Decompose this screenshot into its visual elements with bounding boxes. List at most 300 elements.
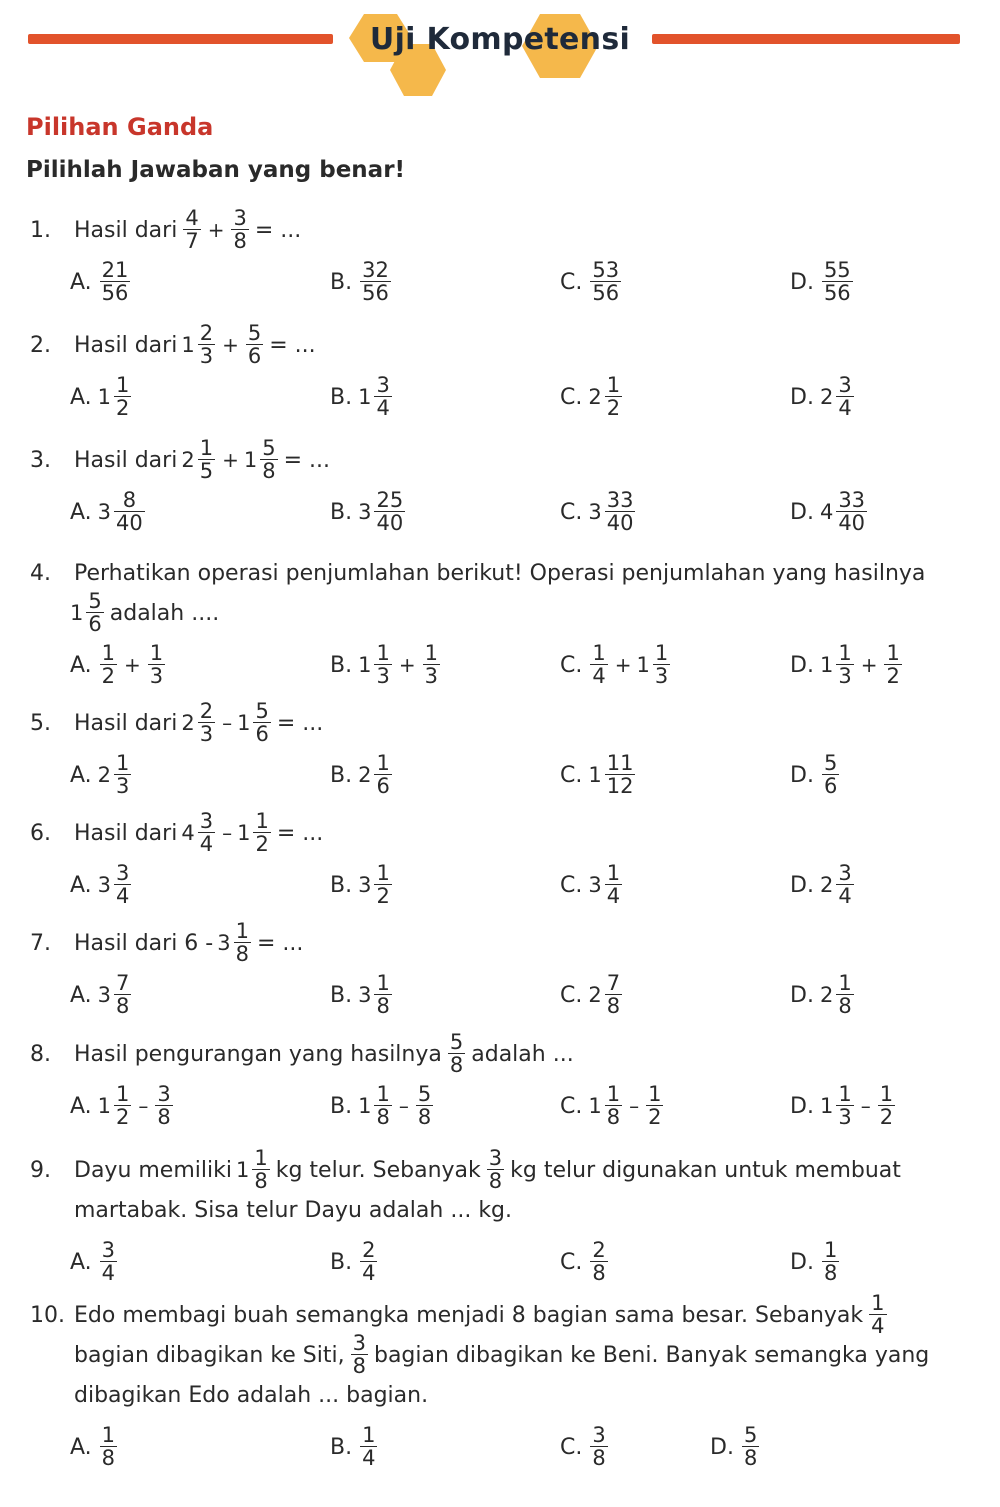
whole-number: 4 — [181, 821, 195, 845]
question-number: 9. — [30, 1157, 51, 1183]
numerator: 1 — [376, 971, 390, 995]
denominator: 6 — [376, 774, 390, 798]
numerator: 1 — [116, 1082, 130, 1106]
option-c[interactable] — [560, 486, 637, 538]
whole-number: 3 — [97, 500, 112, 524]
numerator: 5 — [255, 699, 269, 723]
question-number: 2. — [30, 332, 51, 358]
denominator: 3 — [199, 722, 214, 746]
whole-number: 2 — [97, 763, 112, 787]
whole-number: 2 — [181, 448, 195, 472]
denominator: 2 — [606, 396, 621, 420]
numerator: 33 — [838, 488, 866, 512]
option-c[interactable] — [560, 371, 624, 423]
fraction-group — [244, 323, 265, 367]
numerator: 21 — [101, 258, 129, 282]
denominator: 3 — [376, 664, 390, 688]
option-d[interactable] — [790, 486, 869, 538]
denominator: 8 — [592, 1446, 606, 1470]
text-segment: dibagikan Edo adalah ... bagian. — [74, 1382, 429, 1408]
section-title: Pilihan Ganda — [26, 113, 214, 141]
numerator: 5 — [823, 751, 838, 775]
option-b[interactable] — [330, 371, 394, 423]
question-line — [30, 321, 970, 368]
numerator: 5 — [417, 1082, 432, 1106]
option-b[interactable] — [330, 859, 394, 911]
option-c[interactable] — [560, 1080, 665, 1132]
numerator: 2 — [199, 699, 214, 723]
fraction-group — [820, 753, 841, 797]
fraction-group — [98, 1240, 119, 1284]
numerator: 1 — [149, 641, 164, 665]
numerator: 1 — [823, 1238, 838, 1262]
fraction — [836, 375, 853, 419]
operator: – — [398, 1094, 409, 1118]
option-b[interactable] — [330, 1421, 379, 1473]
denominator: 40 — [116, 511, 143, 535]
fraction — [836, 973, 853, 1017]
option-b[interactable] — [330, 1080, 435, 1132]
option-label: B. — [330, 1093, 353, 1119]
mixed-number — [358, 753, 394, 797]
operator: + — [124, 653, 141, 677]
option-label: B. — [330, 1434, 353, 1460]
denominator: 3 — [838, 664, 852, 688]
numerator: 2 — [199, 321, 214, 345]
numerator: 1 — [424, 641, 438, 665]
whole-number: 1 — [237, 711, 251, 735]
fraction-group — [349, 1333, 370, 1377]
operator: – — [860, 1094, 871, 1118]
numerator: 1 — [648, 1082, 662, 1106]
text-segment: martabak. Sisa telur Dayu adalah ... kg. — [74, 1197, 513, 1223]
operator: – — [222, 821, 233, 845]
mixed-number — [98, 1084, 134, 1128]
denominator: 12 — [606, 774, 634, 798]
denominator: 40 — [838, 511, 866, 535]
fraction-group — [820, 260, 855, 304]
question-text — [70, 208, 305, 252]
operator: + — [398, 653, 416, 677]
fraction — [646, 1084, 663, 1128]
text-segment: adalah ... — [471, 1041, 574, 1067]
text-segment: kg telur. Sebanyak — [275, 1157, 481, 1183]
answer-options — [30, 859, 970, 911]
text-segment: Hasil dari — [74, 820, 178, 846]
denominator: 8 — [592, 1261, 606, 1285]
question-8 — [30, 1030, 970, 1132]
fraction-group — [98, 643, 119, 687]
numerator: 1 — [376, 861, 390, 885]
fraction — [183, 208, 200, 252]
text-segment: Hasil dari — [74, 332, 178, 358]
denominator: 8 — [606, 1105, 621, 1129]
fraction — [246, 323, 263, 367]
mixed-number — [181, 701, 217, 745]
mixed-number — [358, 490, 407, 534]
option-b[interactable] — [330, 639, 442, 691]
question-line-continued — [30, 589, 970, 636]
denominator: 4 — [101, 1261, 116, 1285]
option-label: D. — [790, 872, 814, 898]
denominator: 4 — [116, 884, 130, 908]
denominator: 8 — [823, 1261, 838, 1285]
option-a[interactable] — [70, 1421, 119, 1473]
mixed-number — [358, 1084, 394, 1128]
mixed-number — [98, 973, 134, 1017]
option-label: D. — [790, 1249, 814, 1275]
denominator: 8 — [449, 1053, 464, 1077]
denominator: 3 — [424, 664, 438, 688]
fraction — [253, 701, 270, 745]
option-d[interactable] — [790, 749, 841, 801]
operator: + — [860, 653, 878, 677]
operator: – — [138, 1094, 149, 1118]
answer-options — [30, 639, 970, 691]
whole-number: 1 — [819, 1094, 834, 1118]
numerator: 5 — [449, 1030, 464, 1054]
question-6 — [30, 809, 970, 911]
question-4 — [30, 553, 970, 691]
option-label: A. — [70, 1434, 92, 1460]
denominator: 4 — [871, 1314, 885, 1338]
instruction-text: Pilihlah Jawaban yang benar! — [26, 157, 406, 183]
denominator: 8 — [417, 1105, 432, 1129]
question-line — [30, 553, 970, 593]
fraction — [374, 863, 391, 907]
fraction — [100, 643, 117, 687]
denominator: 40 — [376, 511, 404, 535]
numerator: 1 — [606, 373, 621, 397]
whole-number: 1 — [358, 385, 372, 409]
option-d[interactable] — [790, 639, 904, 691]
numerator: 1 — [199, 436, 214, 460]
fraction-group — [588, 1425, 609, 1469]
numerator: 55 — [823, 258, 851, 282]
option-a[interactable] — [70, 1236, 119, 1288]
fraction — [114, 375, 131, 419]
option-label: A. — [70, 762, 92, 788]
denominator: 6 — [255, 722, 269, 746]
whole-number: 1 — [97, 385, 112, 409]
option-a[interactable] — [70, 969, 133, 1021]
fraction-group — [229, 208, 250, 252]
text-segment: bagian dibagikan ke Siti, — [74, 1342, 345, 1368]
numerator: 1 — [606, 861, 621, 885]
denominator: 4 — [606, 884, 621, 908]
denominator: 8 — [743, 1446, 758, 1470]
fraction-group — [98, 1425, 119, 1469]
option-label: A. — [70, 872, 92, 898]
numerator: 53 — [592, 258, 620, 282]
option-label: C. — [560, 1093, 583, 1119]
fraction — [114, 1084, 131, 1128]
whole-number: 3 — [358, 983, 372, 1007]
fraction — [114, 973, 131, 1017]
text-segment: = ... — [283, 447, 330, 473]
option-a[interactable] — [70, 371, 133, 423]
option-c[interactable] — [560, 639, 672, 691]
fraction — [590, 1425, 607, 1469]
option-b[interactable] — [330, 749, 394, 801]
option-label: C. — [560, 872, 583, 898]
numerator: 1 — [101, 641, 116, 665]
option-label: B. — [330, 269, 353, 295]
whole-number: 1 — [588, 763, 602, 787]
option-b[interactable] — [330, 969, 394, 1021]
answer-options — [30, 256, 970, 308]
numerator: 3 — [233, 206, 247, 230]
answer-options — [30, 486, 970, 538]
option-label: A. — [70, 1249, 92, 1275]
answer-options — [30, 371, 970, 423]
option-d[interactable] — [790, 859, 856, 911]
numerator: 5 — [247, 321, 262, 345]
operator: – — [222, 711, 233, 735]
denominator: 56 — [362, 281, 389, 305]
question-text — [70, 1383, 432, 1408]
whole-number: 2 — [588, 385, 602, 409]
text-segment: Edo membagi buah semangka menjadi 8 bagian sama besar. Sebanyak — [74, 1302, 864, 1328]
mixed-number — [820, 375, 856, 419]
operator: – — [629, 1094, 640, 1118]
option-label: D. — [790, 652, 814, 678]
question-text — [70, 323, 320, 367]
option-b[interactable] — [330, 486, 407, 538]
question-line-continued — [30, 1331, 970, 1378]
fraction — [155, 1084, 172, 1128]
fraction-group — [181, 208, 202, 252]
numerator: 1 — [376, 751, 390, 775]
denominator: 5 — [199, 459, 214, 483]
question-line — [30, 699, 970, 746]
numerator: 1 — [376, 641, 390, 665]
denominator: 8 — [376, 1105, 390, 1129]
mixed-number — [588, 863, 624, 907]
option-d[interactable] — [790, 371, 856, 423]
whole-number: 2 — [819, 385, 834, 409]
answer-options — [30, 1236, 970, 1288]
fraction — [114, 753, 131, 797]
option-a[interactable] — [70, 749, 133, 801]
option-label: B. — [330, 1249, 353, 1275]
question-number: 4. — [30, 560, 51, 586]
option-d[interactable] — [790, 1080, 897, 1132]
denominator: 2 — [255, 832, 269, 856]
numerator: 7 — [606, 971, 621, 995]
whole-number: 3 — [588, 873, 602, 897]
question-line — [30, 1291, 970, 1338]
denominator: 3 — [116, 774, 130, 798]
mixed-number — [358, 375, 394, 419]
fraction — [869, 1293, 886, 1337]
text-segment: Hasil dari — [74, 217, 178, 243]
fraction — [234, 921, 251, 965]
fraction — [822, 260, 853, 304]
text-segment: Perhatikan operasi penjumlahan berikut! Operasi penjumlahan yang hasilnya — [74, 560, 926, 586]
question-2 — [30, 321, 970, 423]
text-segment: = ... — [276, 710, 324, 736]
option-c[interactable] — [560, 1421, 610, 1473]
whole-number: 3 — [358, 500, 372, 524]
mixed-number — [820, 863, 856, 907]
fraction — [374, 1084, 391, 1128]
option-b[interactable] — [330, 1236, 379, 1288]
denominator: 2 — [376, 884, 390, 908]
denominator: 4 — [376, 396, 390, 420]
numerator: 25 — [376, 488, 404, 512]
denominator: 4 — [592, 664, 606, 688]
numerator: 5 — [262, 436, 276, 460]
operator: + — [614, 653, 632, 677]
option-d[interactable] — [790, 1236, 841, 1288]
option-a[interactable] — [70, 639, 167, 691]
option-c[interactable] — [560, 969, 624, 1021]
fraction — [148, 643, 165, 687]
option-c[interactable] — [560, 1236, 610, 1288]
numerator: 3 — [199, 809, 214, 833]
fraction — [605, 1084, 622, 1128]
fraction — [100, 1425, 117, 1469]
option-d[interactable] — [790, 256, 855, 308]
option-c[interactable] — [560, 859, 624, 911]
denominator: 3 — [149, 664, 164, 688]
fraction — [605, 863, 622, 907]
question-text — [70, 921, 307, 965]
question-line — [30, 919, 970, 966]
denominator: 8 — [235, 942, 249, 966]
denominator: 56 — [823, 281, 851, 305]
numerator: 1 — [654, 641, 669, 665]
fraction — [374, 973, 391, 1017]
option-a[interactable] — [70, 859, 133, 911]
fraction-group — [358, 1240, 379, 1284]
option-a[interactable] — [70, 1080, 175, 1132]
mixed-number — [358, 643, 394, 687]
option-label: C. — [560, 1434, 583, 1460]
numerator: 3 — [488, 1146, 503, 1170]
fraction — [360, 260, 391, 304]
option-label: D. — [790, 762, 814, 788]
option-label: A. — [70, 982, 92, 1008]
denominator: 8 — [838, 994, 852, 1018]
numerator: 4 — [185, 206, 199, 230]
fraction-group — [644, 1084, 665, 1128]
mixed-number — [181, 811, 217, 855]
text-segment: kg telur digunakan untuk membuat — [510, 1157, 901, 1183]
fraction-group — [485, 1148, 506, 1192]
mixed-number — [820, 490, 869, 534]
fraction — [374, 375, 391, 419]
numerator: 3 — [157, 1082, 171, 1106]
text-segment: Hasil dari — [74, 447, 178, 473]
numerator: 7 — [116, 971, 130, 995]
text-segment: = ... — [254, 217, 302, 243]
question-5 — [30, 699, 970, 801]
whole-number: 2 — [181, 711, 195, 735]
option-a[interactable] — [70, 486, 147, 538]
answer-options — [30, 969, 970, 1021]
option-label: B. — [330, 652, 353, 678]
numerator: 1 — [879, 1082, 894, 1106]
mixed-number — [820, 1084, 856, 1128]
question-line — [30, 809, 970, 856]
fraction — [884, 643, 901, 687]
denominator: 2 — [116, 1105, 130, 1129]
fraction — [836, 490, 867, 534]
denominator: 8 — [254, 1169, 268, 1193]
option-c[interactable] — [560, 749, 637, 801]
fraction — [590, 260, 621, 304]
fraction-group — [820, 1240, 841, 1284]
fraction — [653, 643, 670, 687]
mixed-number — [181, 323, 217, 367]
mixed-number — [358, 973, 394, 1017]
denominator: 3 — [838, 1105, 852, 1129]
question-text — [70, 1148, 905, 1192]
denominator: 8 — [262, 459, 276, 483]
fraction — [253, 811, 270, 855]
denominator: 4 — [362, 1446, 376, 1470]
whole-number: 1 — [243, 448, 258, 472]
numerator: 8 — [122, 488, 137, 512]
numerator: 1 — [254, 1146, 268, 1170]
denominator: 8 — [352, 1354, 366, 1378]
fraction — [351, 1333, 368, 1377]
mixed-number — [637, 643, 673, 687]
text-segment: = ... — [269, 332, 316, 358]
denominator: 2 — [101, 664, 116, 688]
numerator: 3 — [376, 373, 390, 397]
question-line — [30, 1030, 970, 1077]
operator: + — [222, 448, 239, 472]
option-a[interactable] — [70, 256, 132, 308]
option-c[interactable] — [560, 256, 623, 308]
fraction — [836, 643, 853, 687]
option-d[interactable] — [790, 969, 856, 1021]
option-label: A. — [70, 384, 92, 410]
whole-number: 3 — [97, 873, 112, 897]
option-d[interactable] — [710, 1421, 761, 1473]
numerator: 1 — [838, 971, 852, 995]
whole-number: 4 — [819, 500, 834, 524]
whole-number: 1 — [97, 1094, 112, 1118]
fraction — [198, 811, 215, 855]
denominator: 3 — [654, 664, 669, 688]
header-rule-right — [652, 34, 960, 44]
option-label: D. — [710, 1434, 734, 1460]
numerator: 1 — [255, 809, 269, 833]
numerator: 3 — [116, 861, 130, 885]
fraction — [605, 375, 622, 419]
fraction — [590, 1240, 607, 1284]
question-10 — [30, 1291, 970, 1473]
option-label: C. — [560, 652, 583, 678]
option-b[interactable] — [330, 256, 393, 308]
whole-number: 1 — [358, 1094, 372, 1118]
question-text — [70, 1032, 578, 1076]
whole-number: 1 — [70, 601, 84, 625]
text-segment: Hasil dari — [74, 710, 178, 736]
fraction-group — [358, 1425, 379, 1469]
mixed-number — [588, 375, 624, 419]
option-label: D. — [790, 982, 814, 1008]
numerator: 1 — [116, 751, 130, 775]
fraction — [374, 643, 391, 687]
option-label: C. — [560, 499, 583, 525]
whole-number: 1 — [588, 1094, 602, 1118]
denominator: 8 — [233, 229, 247, 253]
